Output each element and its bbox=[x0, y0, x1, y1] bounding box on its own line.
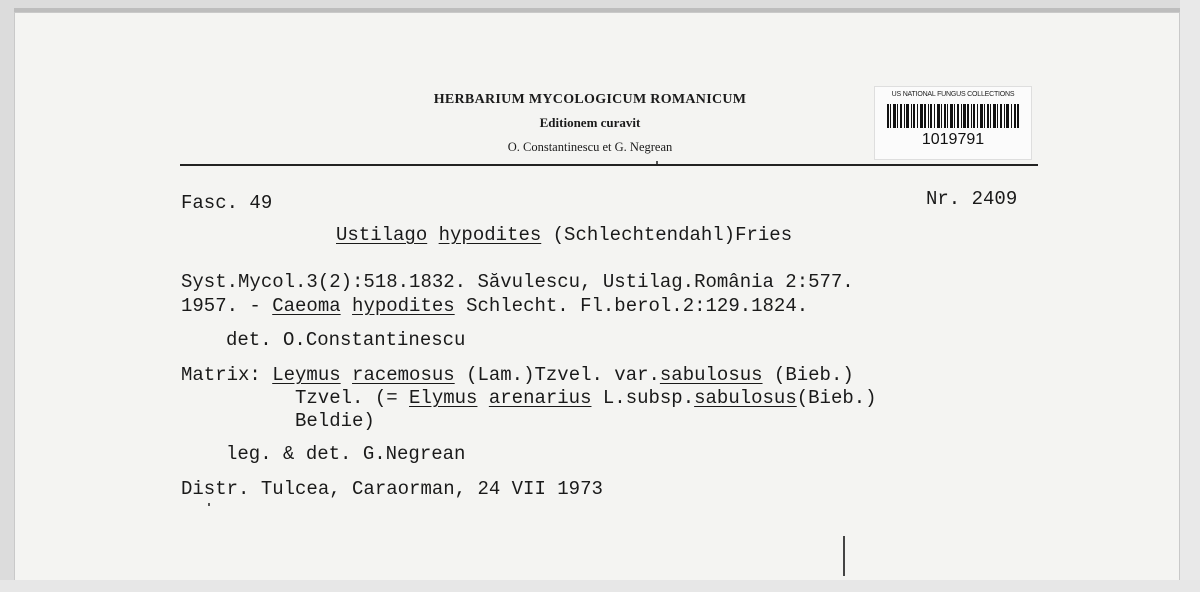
edition-line: Editionem curavit bbox=[539, 115, 641, 130]
title-species: hypodites bbox=[438, 224, 542, 246]
matrix-label: Matrix: bbox=[181, 364, 273, 386]
host-genus: Leymus bbox=[272, 364, 341, 386]
matrix-line-1 bbox=[181, 366, 854, 385]
editors-line: O. Constantinescu et G. Negrean bbox=[507, 140, 673, 154]
scan-edge-right bbox=[1180, 0, 1200, 592]
citation-prefix: 1957. - bbox=[181, 295, 273, 317]
host-species: racemosus bbox=[352, 364, 455, 386]
synonym-genus: Caeoma bbox=[272, 295, 341, 317]
host-author: (Lam.)Tzvel. var. bbox=[454, 364, 660, 386]
scan-mark bbox=[843, 536, 845, 576]
scan-speck bbox=[208, 503, 210, 506]
scan-edge-bottom bbox=[0, 580, 1200, 592]
locality: Distr. Tulcea, Caraorman, 24 VII 1973 bbox=[181, 478, 603, 500]
matrix-line-2 bbox=[295, 389, 877, 408]
matrix-line-3: Beldie) bbox=[295, 410, 375, 432]
herbarium-title: HERBARIUM MYCOLOGICUM ROMANICUM bbox=[433, 92, 747, 107]
host-variety-author: (Bieb.) bbox=[762, 364, 854, 386]
header-divider bbox=[180, 164, 1038, 166]
barcode-icon bbox=[887, 104, 1019, 128]
species-title bbox=[336, 226, 792, 245]
title-author: (Schlechtendahl)Fries bbox=[552, 224, 793, 246]
matrix-line2-suffix: (Bieb.) bbox=[796, 387, 877, 409]
title-genus: Ustilago bbox=[336, 224, 428, 246]
synonym-species: hypodites bbox=[352, 295, 455, 317]
scan-speck bbox=[656, 161, 658, 164]
barcode-collection: US NATIONAL FUNGUS COLLECTIONS bbox=[891, 91, 1015, 98]
specimen-number: Nr. 2409 bbox=[926, 188, 1018, 210]
syn-host-genus: Elymus bbox=[409, 387, 478, 409]
fascicle: Fasc. 49 bbox=[181, 192, 273, 214]
collector: leg. & det. G.Negrean bbox=[226, 443, 466, 465]
syn-host-subspecies: sabulosus bbox=[694, 387, 797, 409]
barcode-number: 1019791 bbox=[921, 131, 985, 148]
barcode-label bbox=[874, 86, 1032, 160]
citation-line-2 bbox=[181, 297, 808, 316]
matrix-line2-mid: L.subsp. bbox=[591, 387, 695, 409]
citation-suffix: Schlecht. Fl.berol.2:129.1824. bbox=[454, 295, 809, 317]
matrix-line2-prefix: Tzvel. (= bbox=[295, 387, 410, 409]
citation-line-1: Syst.Mycol.3(2):518.1832. Săvulescu, Ustilag.România 2:577. bbox=[181, 271, 854, 293]
syn-host-species: arenarius bbox=[488, 387, 592, 409]
determiner: det. O.Constantinescu bbox=[226, 329, 466, 351]
host-variety: sabulosus bbox=[659, 364, 763, 386]
